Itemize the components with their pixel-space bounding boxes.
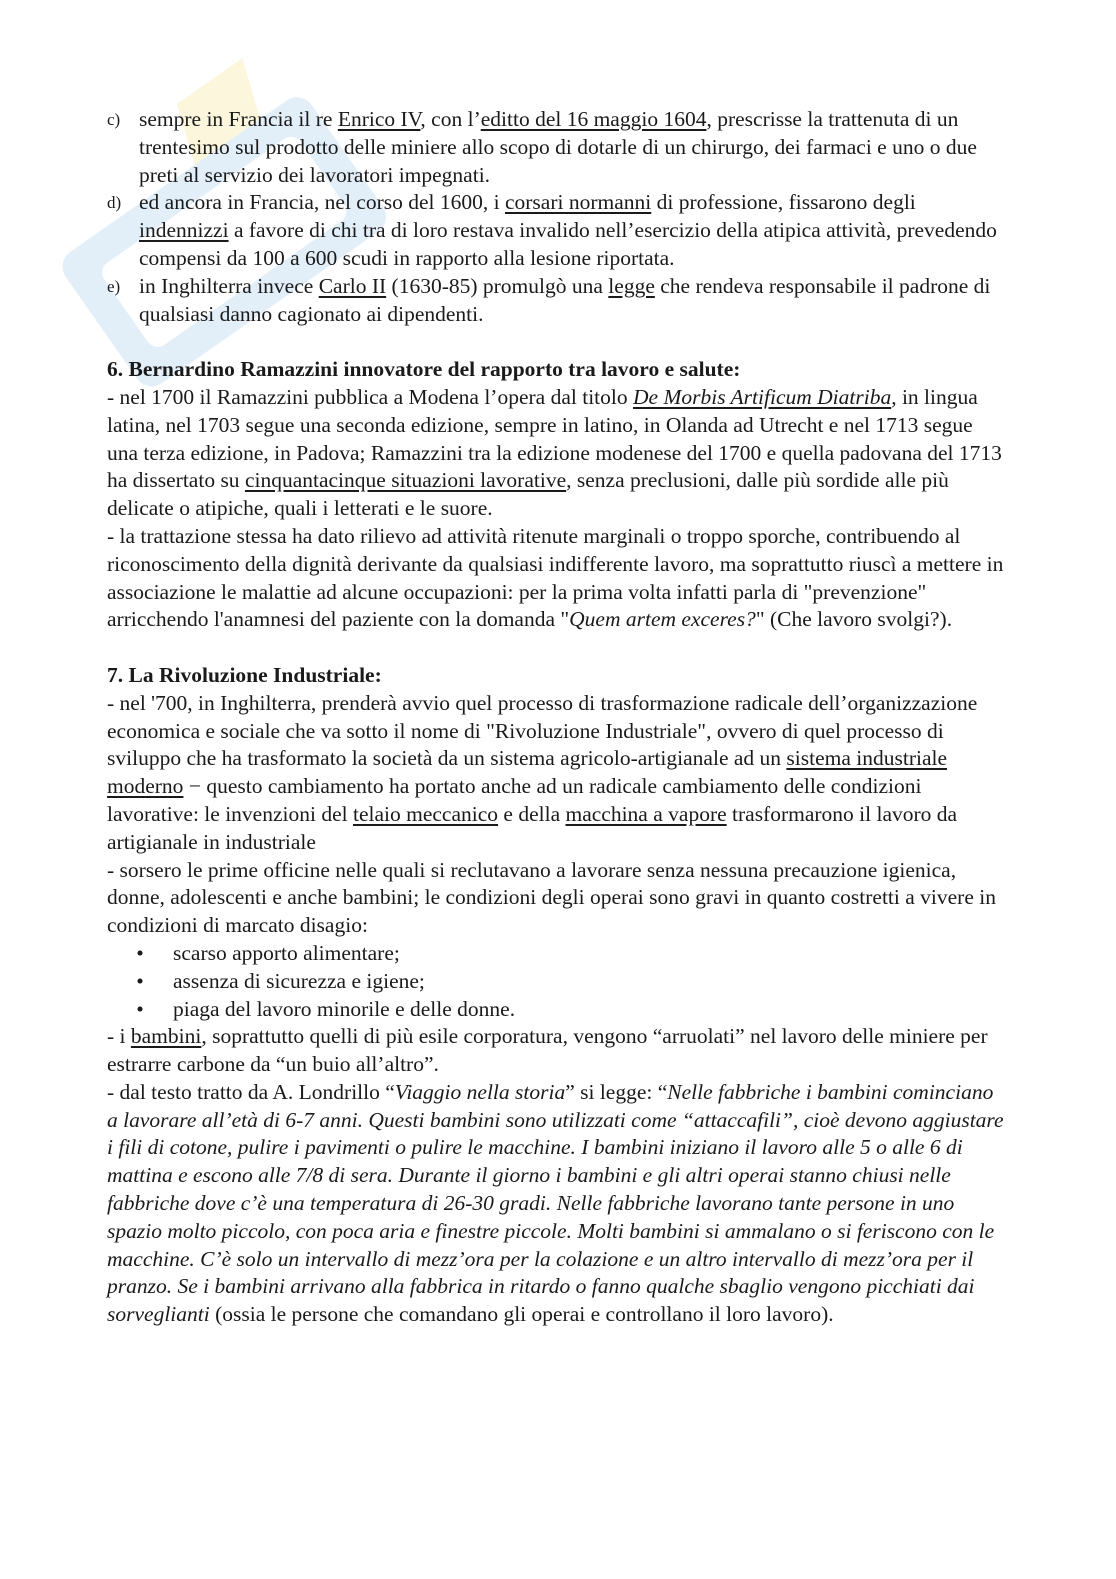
text-run: che rendeva responsabile il padrone di qualsiasi danno cagionato ai dipendenti. [139,273,991,326]
bullet-text: assenza di sicurezza e igiene; [173,968,425,993]
bullet-text: piaga del lavoro minorile e delle donne. [173,996,516,1021]
list-marker: c) [107,110,121,129]
text-run: e della [498,801,566,826]
text-run: , senza preclusioni, dalle più sordide alle più delicate o atipiche, quali i letterati e le suore. [107,468,949,521]
bullet-icon: • [136,940,144,965]
section-7-body [107,690,1007,940]
text-run: - nel '700, in Inghilterra, prenderà avvio quel processo di trasformazione radicale dell’organizzazione economica e sociale che va sotto il nome di "Rivoluzione Industriale", ovvero di quel processo di sviluppo che ha trasformato la società da un sistema agricolo-artigianale ad un [107,690,978,771]
section-6-body [107,384,1007,634]
text-run: sempre in Francia il re [139,107,338,131]
bullet-item [107,996,1007,1024]
bullet-item [107,940,1007,968]
underlined-term: corsari normanni [504,190,652,215]
underlined-term: macchina a vapore [565,801,727,826]
paragraph [107,523,1007,634]
list-item [107,273,1007,329]
underlined-term: Enrico IV [337,107,421,131]
paragraph [107,1079,1007,1329]
text-run: ed ancora in Francia, nel corso del 1600, i [139,190,505,215]
text-run: , soprattutto quelli di più esile corporatura, vengono “arruolati” nel lavoro delle miniere per estrarre carbone da “un buio all’altro”. [107,1024,988,1077]
underlined-term: legge [608,273,655,298]
paragraph [107,384,1007,523]
lettered-list [107,106,1007,328]
list-item [107,189,1007,272]
underlined-term: bambini [130,1024,202,1049]
text-run: - la trattazione stessa ha dato rilievo ad attività ritenute marginali o troppo sporche, contribuendo al riconoscimento della dignità derivante da qualsiasi indifferente lavoro, ma soprattutto riuscì a mettere in associazione le malattie ad alcune occupazioni: per la prima volta infatti parla di "prevenzione" arricchendo l'anamnesi del paziente con la domanda " [107,523,1004,632]
text-run: ” si legge: “ [565,1079,668,1104]
text-run: - dal testo tratto da A. Londrillo “ [107,1079,395,1104]
italic-text: Quem artem exceres? [569,607,756,632]
underlined-term: cinquantacinque situazioni lavorative [244,468,567,493]
text-run: trasformarono il lavoro da artigianale in industriale [107,801,958,854]
text-run: - i [107,1024,131,1049]
text-run: , con l’ [420,107,481,131]
italic-text: Viaggio nella storia [394,1079,566,1104]
text-run: , in lingua latina, nel 1703 segue una seconda edizione, sempre in latino, in Olanda ad Utrecht e nel 1713 segue una terza edizione, in Padova; Ramazzini tra la edizione modenese del 1700 e quella padovana del 1713 ha dissertato su [107,384,1002,493]
text-run: " (Che lavoro svolgi?). [755,607,953,632]
list-item-text [139,273,1007,329]
underlined-term: sistema industriale moderno [107,746,948,799]
underlined-term: editto del 16 maggio 1604 [480,107,707,131]
paragraph [107,1023,1007,1079]
underlined-term: Carlo II [318,273,387,298]
list-marker: e) [107,276,121,296]
underlined-term: telaio meccanico [352,801,499,826]
list-item-text [139,189,1007,272]
list-item-text [139,106,1007,189]
italic-text: Nelle fabbriche i bambini cominciano a lavorare all’età di 6-7 anni. Questi bambini sono utilizzati come “attaccafili”, cioè devono aggiustare i fili di cotone, pulire i pavimenti o pulire le macchine. I bambini iniziano il lavoro alle 5 o alle 6 di mattina e escono alle 7/8 di sera. Durante il giorno i bambini e gli altri operai stanno chiusi nelle fabbriche dove c’è una temperatura di 26-30 gradi. Nelle fabbriche lavorano tante persone in uno spazio molto piccolo, con poca aria e finestre piccole. Molti bambini si ammalano o si feriscono con le macchine. C’è solo un intervallo di mezz’ora per la colazione e un altro intervallo di mezz’ora per il pranzo. Se i bambini arrivano alla fabbrica in ritardo o fanno qualche sbaglio vengono picchiati dai sorveglianti [107,1079,1004,1327]
text-run: - nel 1700 il Ramazzini pubblica a Modena l’opera dal titolo [107,384,633,409]
bullet-icon: • [136,968,144,993]
text-run: , prescrisse la trattenuta di un trentesimo sul prodotto delle miniere allo scopo di dotarle di un chirurgo, dei farmaci e uno o due preti al servizio dei lavoratori impegnati. [139,107,977,187]
section-7-continued [107,1023,1007,1329]
paragraph [107,857,1007,940]
text-run: di professione, fissarono degli [651,190,916,215]
text-run: - sorsero le prime officine nelle quali si reclutavano a lavorare senza nessuna precauzione igienica, donne, adolescenti e anche bambini; le condizioni degli operai sono gravi in quanto costretti a vivere in condizioni di marcato disagio: [107,857,996,938]
bullet-icon: • [136,996,144,1021]
bullet-item [107,968,1007,996]
list-marker: d) [107,193,122,213]
document-page [107,106,1007,1329]
conditions-bullet-list [107,940,1007,1023]
text-run: in Inghilterra invece [139,273,319,298]
paragraph [107,690,1007,857]
text-run: (ossia le persone che comandano gli operai e controllano il loro lavoro). [209,1302,834,1327]
bullet-text: scarso apporto alimentare; [173,940,400,965]
text-run: − questo cambiamento ha portato anche ad un radicale cambiamento delle condizioni lavorative: le invenzioni del [107,774,922,826]
text-run: a favore di chi tra di loro restava invalido nell’esercizio della atipica attività, prevedendo compensi da 100 a 600 scudi in rapporto alla lesione riportata. [139,218,997,270]
list-item [107,106,1007,189]
text-run: (1630-85) promulgò una [386,273,609,298]
section-7-heading: 7. La Rivoluzione Industriale: [107,662,382,687]
underlined-term: De Morbis Artificum Diatriba [633,384,892,409]
underlined-term: indennizzi [139,218,229,243]
section-6-heading: 6. Bernardino Ramazzini innovatore del rapporto tra lavoro e salute: [107,357,741,382]
